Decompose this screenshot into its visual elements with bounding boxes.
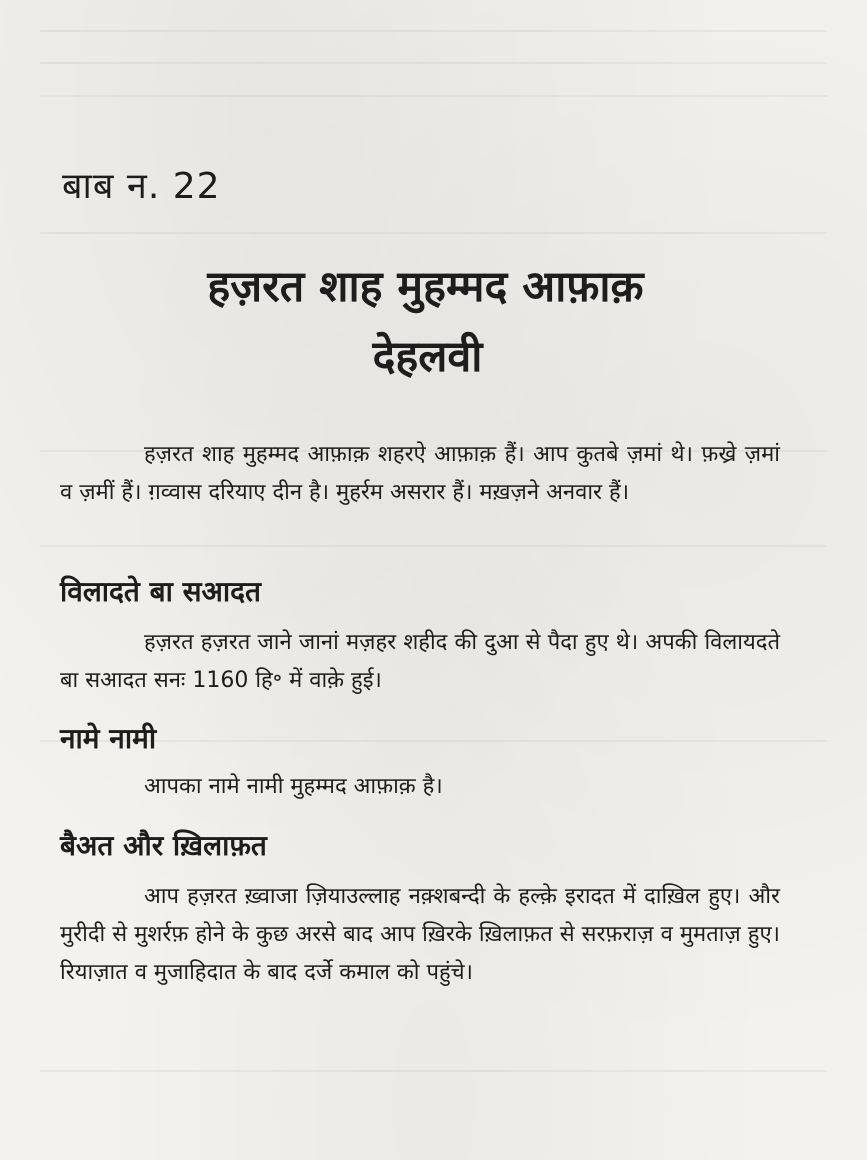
- intro-paragraph: हज़रत शाह मुहम्मद आफ़ाक़ शहरऐ आफ़ाक़ हैं। आप कुतबे ज़मां थे। फ़ख्रे ज़मां व ज़मीं हैं। ग़व्वास दरियाए दीन है। मुहर्रम असरार हैं। मख़ज़ने अनवार हैं।: [60, 442, 780, 505]
- bleed-through-line: [40, 62, 827, 64]
- bleed-through-line: [40, 1070, 827, 1072]
- bleed-through-line: [40, 740, 827, 742]
- page-title-line-1: हज़रत शाह मुहम्मद आफ़ाक़: [207, 262, 644, 312]
- section-heading-baiat: बैअत और ख़िलाफ़त: [60, 829, 267, 862]
- section-body-birth: हज़रत हज़रत जाने जानां मज़हर शहीद की दुआ से पैदा हुए थे। अपकी विलायदते बा सआदत सनः 1160 हि॰ में वाके़ हुई।: [60, 630, 780, 693]
- bleed-through-line: [40, 30, 827, 32]
- bleed-through-line: [40, 95, 827, 97]
- section-body-baiat: आप हज़रत ख़्वाजा ज़ियाउल्लाह नक़्शबन्दी के हल्क़े इरादत में दाख़िल हुए। और मुरीदी से मुशर्रफ़ होने के कुछ अरसे बाद आप ख़िरके ख़िलाफ़त से सरफ़राज़ व मुमताज़ हुए। रियाज़ात व मुजाहिदात के बाद दर्जे कमाल को पहुंचे।: [60, 884, 780, 985]
- section-heading-name: नामे नामी: [60, 722, 157, 755]
- bleed-through-line: [40, 545, 827, 547]
- page-title-line-2: देहलवी: [372, 332, 483, 382]
- section-body-name: आपका नामे नामी मुहम्मद आफ़ाक़ है।: [144, 774, 443, 799]
- chapter-number: बाब न. 22: [62, 166, 221, 207]
- section-heading-birth: विलादते बा सआदत: [60, 575, 261, 608]
- bleed-through-line: [40, 232, 827, 234]
